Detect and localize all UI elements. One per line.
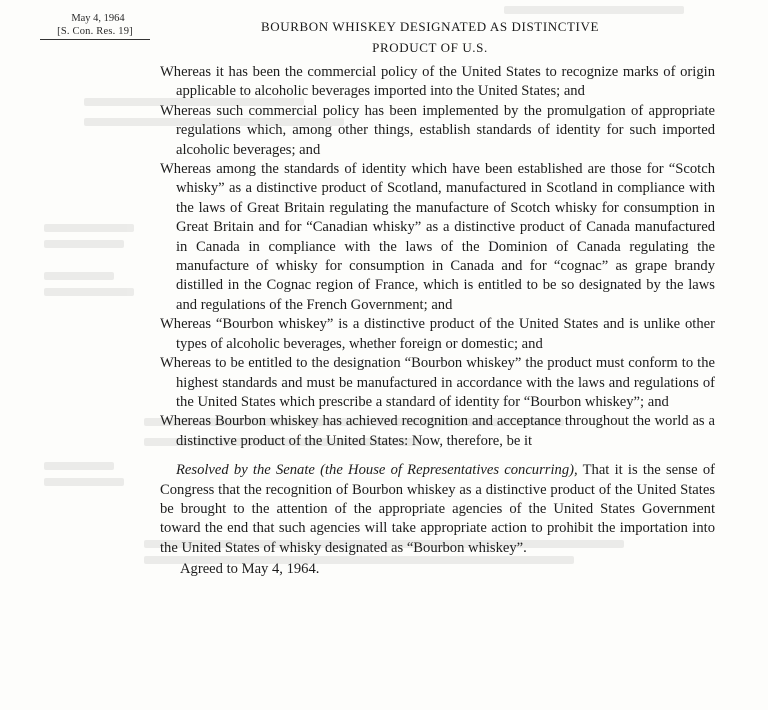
- whereas-clause-5: Whereas to be entitled to the designation “Bourbon whiskey” the product must conform to the highest standards and must be manufactured in accordance with the laws and regulations of the United States which prescribe a standard of identity for “Bourbon whiskey”; and: [160, 355, 715, 410]
- resolved-clause: [160, 461, 715, 558]
- whereas-clause-1: Whereas it has been the commercial policy of the United States to recognize marks of origin applicable to alcoholic beverages imported into the United States; and: [160, 64, 715, 100]
- document-title: [205, 16, 655, 58]
- agreed-date-line: Agreed to May 4, 1964.: [180, 561, 320, 578]
- resolved-text: That it is the sense of Congress that the recognition of Bourbon whiskey as a distinctive product of the United States be brought to the attention of the appropriate agencies of the United States Government toward the end that such agencies will take appropriate action to prohibit the importation into the United States of whisky designated as “Bourbon whiskey”.: [160, 462, 715, 556]
- title-line-2: PRODUCT OF U.S.: [372, 40, 488, 55]
- whereas-clause-2: Whereas such commercial policy has been implemented by the promulgation of appropriate regulations which, among other things, establish standards of identity for such imported alcoholic beverages; and: [160, 102, 715, 158]
- resolved-preamble: Resolved by the Senate (the House of Representatives concurring),: [176, 462, 578, 479]
- margin-citation: [40, 12, 150, 40]
- whereas-clause-3: Whereas among the standards of identity which have been established are those for “Scotch whisky” as a distinctive product of Scotland, manufactured in Scotland in compliance with the laws of Great Britain regulating the manufacture of Scotch whisky for consumption in Great Britain and for “Canadian whisky” as a distinctive product of Canada manufactured in Canada in compliance with the laws of the Dominion of Canada regulating the manufacture of whisky for consumption in Canada and for “cognac” as grape brandy distilled in the Cognac region of France, which is entitled to be so designated by the laws and regulations of the French Government; and: [160, 161, 715, 313]
- whereas-clause-4: Whereas “Bourbon whiskey” is a distinctive product of the United States and is unlike other types of alcoholic beverages, whether foreign or domestic; and: [160, 316, 715, 352]
- whereas-clause-6: Whereas Bourbon whiskey has achieved recognition and acceptance throughout the world as a distinctive product of the United States: Now, therefore, be it: [160, 413, 715, 449]
- resolution-body: [160, 63, 715, 580]
- resolution-number: [S. Con. Res. 19]: [40, 25, 150, 40]
- enactment-date: May 4, 1964: [71, 13, 125, 24]
- title-line-1: BOURBON WHISKEY DESIGNATED AS DISTINCTIVE: [260, 19, 600, 34]
